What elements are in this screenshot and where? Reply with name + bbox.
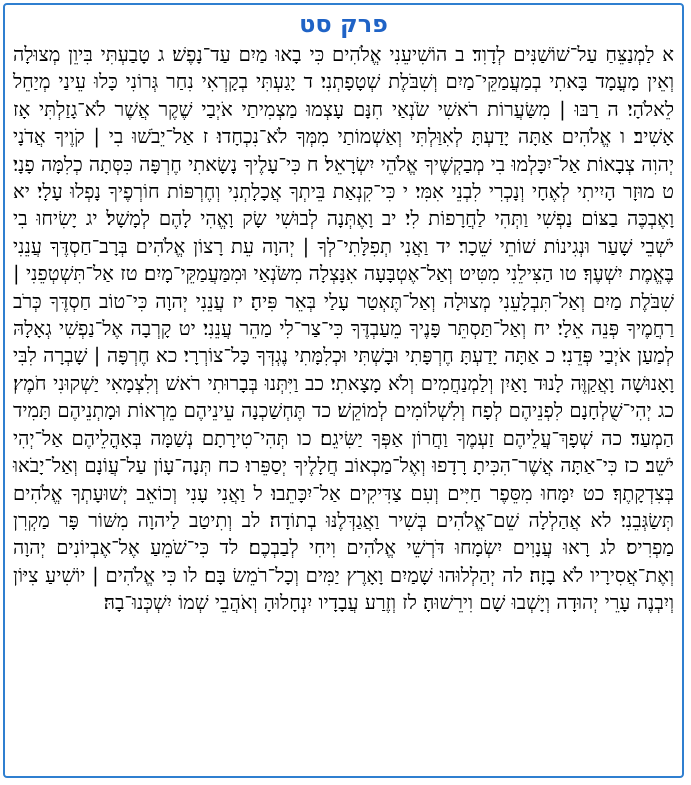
psalm-text: א לַמְנַצֵּחַ עַל־שׁוֹשַׁנִּים לְדָוִד׃ ב הוֹשִׁיעֵנִי אֱלֹהִים כִּי בָאוּ מַיִם עַד־נָפֶשׁ׃ ג טָבַעְתִּי בִּיוֵן מְצוּלָה וְאֵין מָעֳמָד בָּאתִי בְמַעֲמַקֵּי־מַיִם וְשִׁבֹּלֶת שְׁטָפָתְנִי׃ ד יָגַעְתִּי בְקָרְאִי נִחַר גְּרוֹנִי כָּלוּ עֵינַי מְיַחֵל לֵאלֹהָי׃ ה רַבּוּ | מִשַּׂעֲרוֹת רֹאשִׁי שֹׂנְאַי חִנָּם עָצְמוּ מַצְמִיתַי אֹיְבַי שֶׁקֶר אֲשֶׁר לֹא־גָזַלְתִּי אָז אָשִׁיב׃ ו אֱלֹהִים אַתָּה יָדַעְתָּ לְאִוַּלְתִּי וְאַשְׁמוֹתַי מִמְּךָ לֹא־נִכְחָדוּ׃ ז אַל־יֵבֹשׁוּ בִי | קֹוֶיךָ אֲדֹנָי יְהוִה צְבָאוֹת אַל־יִכָּלְמוּ בִי מְבַקְשֶׁיךָ אֱלֹהֵי יִשְׂרָאֵל׃ ח כִּי־עָלֶיךָ נָשָׂאתִי חֶרְפָּה כִּסְּתָה כְלִמָּה פָנָי׃ ט מוּזָר הָיִיתִי לְאֶחָי וְנָכְרִי לִבְנֵי אִמִּי׃ י כִּי־קִנְאַת בֵּיתְךָ אֲכָלָתְנִי וְחֶרְפּוֹת חוֹרְפֶיךָ נָפְלוּ עָלָי׃ יא וָאֶבְכֶּה בַצּוֹם נַפְשִׁי וַתְּהִי לַחֲרָפוֹת לִי׃ יב וָאֶתְּנָה לְבוּשִׁי שָׂק וָאֱהִי לָהֶם לְמָשָׁל׃ יג יָשִׂיחוּ בִי יֹשְׁבֵי שָׁעַר וּנְגִינוֹת שׁוֹתֵי שֵׁכָר׃ יד וַאֲנִי תְפִלָּתִי־לְךָ | יְהוָה עֵת רָצוֹן אֱלֹהִים בְּרָב־חַסְדֶּךָ עֲנֵנִי בֶּאֱמֶת יִשְׁעֶךָ׃ טו הַצִּילֵנִי מִטִּיט וְאַל־אֶטְבָּעָה אִנָּצְלָה מִשֹּׂנְאַי וּמִמַּעֲמַקֵּי־מָיִם׃ טז אַל־תִּשְׁטְפֵנִי | שִׁבֹּלֶת מַיִם וְאַל־תִּבְלָעֵנִי מְצוּלָה וְאַל־תֶּאְטַר עָלַי בְּאֵר פִּיהָ׃ יז עֲנֵנִי יְהוָה כִּי־טוֹב חַסְדֶּךָ כְּרֹב רַחֲמֶיךָ פְּנֵה אֵלָי׃ יח וְאַל־תַּסְתֵּר פָּנֶיךָ מֵעַבְדֶּךָ כִּי־צַר־לִי מַהֵר עֲנֵנִי׃ יט קָרְבָה אֶל־נַפְשִׁי גְאָלָהּ לְמַעַן אֹיְבַי פְּדֵנִי׃ כ אַתָּה יָדַעְתָּ חֶרְפָּתִי וּבָשְׁתִּי וּכְלִמָּתִי נֶגְדְּךָ כָּל־צוֹרְרָי׃ כא חֶרְפָּה | שָׁבְרָה לִבִּי וָאָנוּשָׁה וָאֲקַוֶּה לָנוּד וָאַיִן וְלַמְנַחֲמִים וְלֹא מָצָאתִי׃ כב וַיִּתְּנוּ בְּבָרוּתִי רֹאשׁ וְלִצְמָאִי יַשְׁקוּנִי חֹמֶץ׃ כג יְהִי־שֻׁלְחָנָם לִפְנֵיהֶם לְפָח וְלִשְׁלוֹמִים לְמוֹקֵשׁ׃ כד תֶּחְשַׁכְנָה עֵינֵיהֶם מֵרְאוֹת וּמָתְנֵיהֶם תָּמִיד הַמְעַד׃ כה שְׁפָךְ־עֲלֵיהֶם זַעְמֶךָ וַחֲרוֹן אַפְּךָ יַשִּׂיגֵם׃ כו תְּהִי־טִירָתָם נְשַׁמָּה בְּאָהֳלֵיהֶם אַל־יְהִי יֹשֵׁב׃ כז כִּי־אַתָּה אֲשֶׁר־הִכִּיתָ רָדָפוּ וְאֶל־מַכְאוֹב חֲלָלֶיךָ יְסַפֵּרוּ׃ כח תְּנָה־עָוֹן עַל־עֲוֹנָם וְאַל־יָבֹאוּ בְּצִדְקָתֶךָ׃ כט יִמָּחוּ מִסֵּפֶר חַיִּים וְעִם צַדִּיקִים אַל־יִכָּתֵבוּ׃ ל וַאֲנִי עָנִי וְכוֹאֵב יְשׁוּעָתְךָ אֱלֹהִים תְּשַׂגְּבֵנִי׃ לא אֲהַלְלָה שֵׁם־אֱלֹהִים בְּשִׁיר וַאֲגַדְּלֶנּוּ בְתוֹדָה׃ לב וְתִיטַב לַיהוָה מִשּׁוֹר פָּר מַקְרִן מַפְרִיס׃ לג רָאוּ עֲנָוִים יִשְׂמָחוּ דֹּרְשֵׁי אֱלֹהִים וִיחִי לְבַבְכֶם׃ לד כִּי־שֹׁמֵעַ אֶל־אֶבְיוֹנִים יְהוָה וְאֶת־אֲסִירָיו לֹא בָזָה׃ לה יְהַלְלוּהוּ שָׁמַיִם וָאָרֶץ יַמִּים וְכָל־רֹמֵשׂ בָּם׃ לו כִּי אֱלֹהִים | יוֹשִׁיעַ צִיּוֹן וְיִבְנֶה עָרֵי יְהוּדָה וְיָשְׁבוּ שָׁם וִירֵשׁוּהָ׃ לז וְזֶרַע עֲבָדָיו יִנְחָלוּהָ וְאֹהֲבֵי שְׁמוֹ יִשְׁכְּנוּ־בָהּ׃ (13, 43, 674, 615)
chapter-frame (3, 3, 684, 778)
chapter-title: פרק סט (299, 10, 388, 38)
